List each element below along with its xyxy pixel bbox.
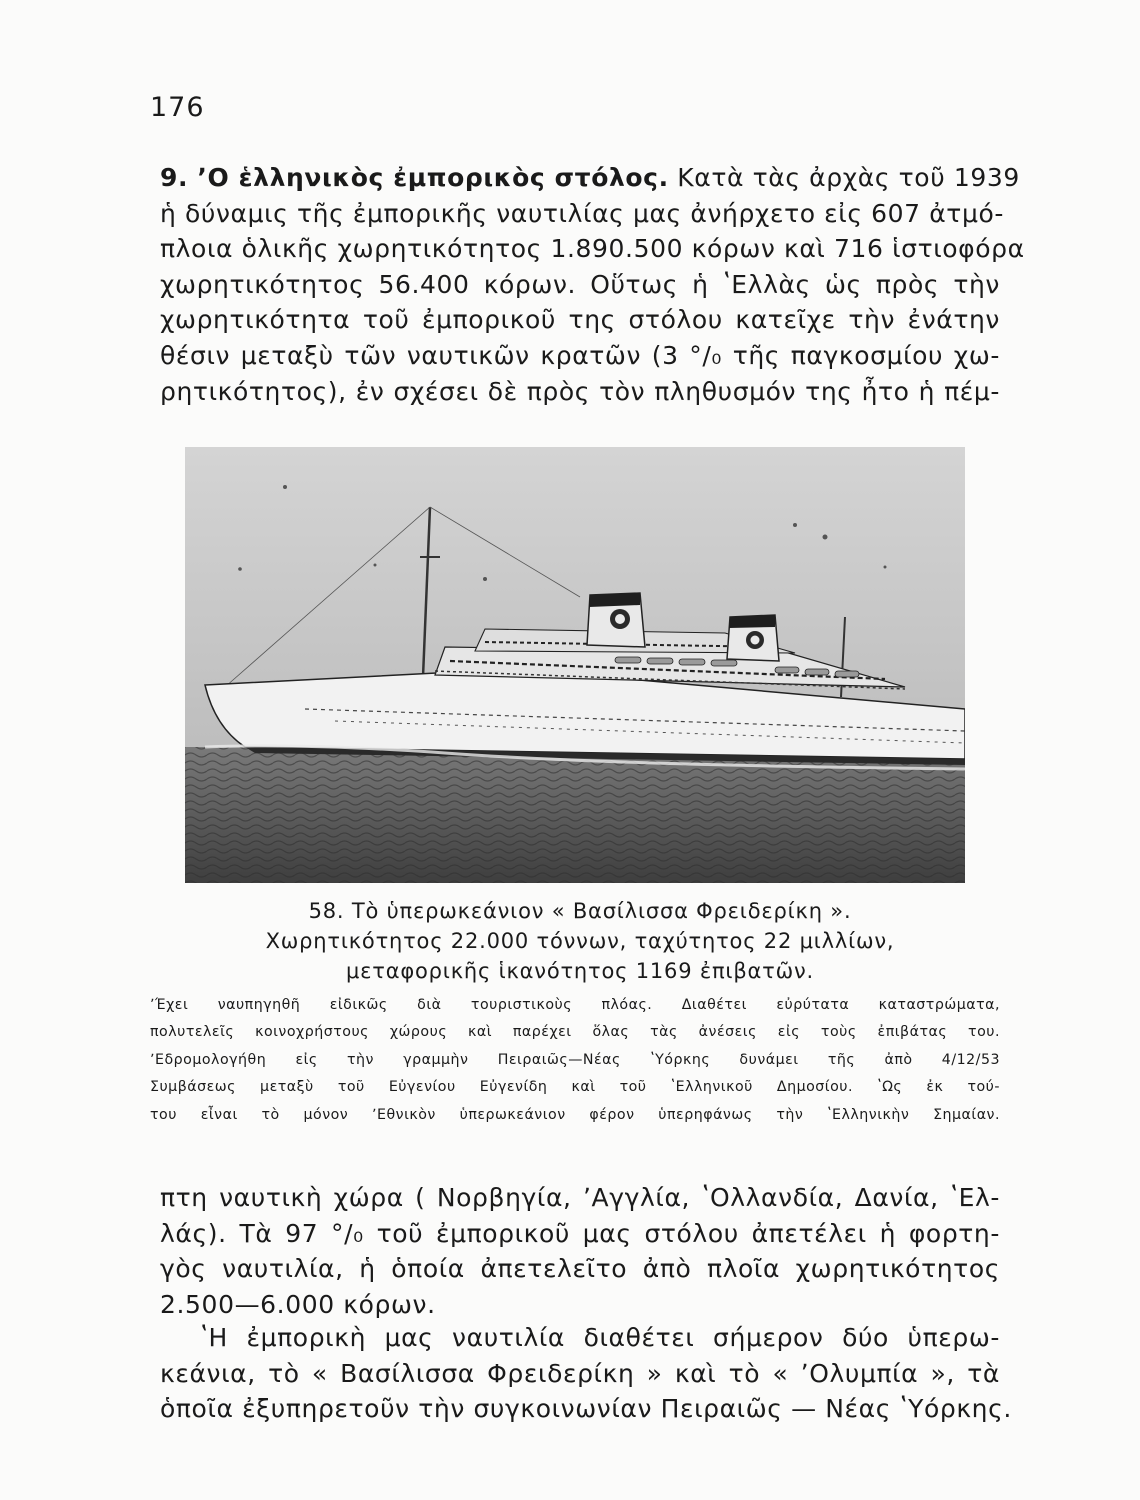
closing-paragraph — [160, 1320, 1012, 1427]
paragraph-line: πλοια ὁλικῆς χωρητικότητος 1.890.500 κόρων καὶ 716 ἱστιοφόρα — [160, 234, 1025, 264]
section-paragraph — [160, 160, 1025, 409]
paragraph-line: γὸς ναυτιλία, ἡ ὁποία ἀπετελεῖτο ἀπὸ πλοῖα χωρητικότητος — [160, 1254, 1000, 1284]
paragraph-line: ὁποῖα ἐξυπηρετοῦν τὴν συγκοινωνίαν Πειραιῶς — Νέας ʽΥόρκης. — [160, 1394, 1012, 1424]
paragraph-line: ρητικότητος), ἐν σχέσει δὲ πρὸς τὸν πληθυσμόν της ἦτο ἡ πέμ- — [160, 376, 1000, 406]
note-line: του εἶναι τὸ μόνον ʼΕθνικὸν ὑπερωκεάνιον φέρον ὑπερηφάνως τὴν ʽΕλληνικὴν Σημαίαν. — [150, 1106, 1000, 1123]
paragraph-line: ἡ δύναμις τῆς ἐμπορικῆς ναυτιλίας μας ἀνήρχετο εἰς 607 ἀτμό- — [160, 198, 1004, 228]
photo-note — [150, 992, 1000, 1129]
caption-line: Χωρητικότητος 22.000 τόννων, ταχύτητος 22 μιλλίων, — [265, 929, 895, 953]
section-heading: 9. ʼΟ ἑλληνικὸς ἐμπορικὸς στόλος. — [160, 163, 669, 192]
paragraph-line: θέσιν μεταξὺ τῶν ναυτικῶν κρατῶν (3 °/₀ τῆς παγκοσμίου χω- — [160, 340, 1000, 370]
paragraph-line: χωρητικότητος 56.400 κόρων. Οὕτως ἡ ʽΕλλὰς ὡς πρὸς τὴν — [160, 269, 1000, 299]
paragraph-line: κεάνια, τὸ « Βασίλισσα Φρειδερίκη » καὶ τὸ « ʼΟλυμπία », τὰ — [160, 1358, 1000, 1388]
paragraph-line: 2.500—6.000 κόρων. — [160, 1289, 436, 1319]
paragraph-line: χωρητικότητα τοῦ ἐμπορικοῦ της στόλου κατεῖχε τὴν ἐνάτην — [160, 305, 1000, 335]
paragraph-line: λάς). Τὰ 97 °/₀ τοῦ ἐμπορικοῦ μας στόλου ἀπετέλει ἡ φορτη- — [160, 1218, 1000, 1248]
continuation-paragraph — [160, 1180, 1000, 1322]
page-number: 176 — [150, 92, 205, 123]
note-line: ʼΕδρομολογήθη εἰς τὴν γραμμὴν Πειραιῶς—Νέας ʽΥόρκης δυνάμει τῆς ἀπὸ 4/12/53 — [150, 1051, 1000, 1068]
note-line: Συμβάσεως μεταξὺ τοῦ Εὐγενίου Εὐγενίδη καὶ τοῦ ʽΕλληνικοῦ Δημοσίου. ʽΩς ἐκ τού- — [150, 1079, 1000, 1096]
paragraph-line: 9. ʼΟ ἑλληνικὸς ἐμπορικὸς στόλος. Κατὰ τὰς ἀρχὰς τοῦ 1939 — [160, 163, 1020, 192]
paragraph-line: πτη ναυτικὴ χώρα ( Νορβηγία, ʼΑγγλία, ʽΟλλανδία, Δανία, ʽΕλ- — [160, 1183, 1000, 1212]
note-line: ʼΈχει ναυπηγηθῆ εἰδικῶς διὰ τουριστικοὺς πλόας. Διαθέτει εὐρύτατα καταστρώματα, — [150, 997, 1000, 1013]
ship-illustration — [185, 447, 965, 883]
paragraph-line: ʽΗ ἐμπορικὴ μας ναυτιλία διαθέτει σήμερον δύο ὑπερω- — [200, 1323, 1000, 1352]
photo-caption — [160, 896, 1000, 986]
caption-line: 58. Τὸ ὑπερωκεάνιον « Βασίλισσα Φρειδερίκη ». — [308, 899, 852, 923]
caption-line: μεταφορικῆς ἱκανότητος 1169 ἐπιβατῶν. — [345, 959, 815, 983]
note-line: πολυτελεῖς κοινοχρήστους χώρους καὶ παρέχει ὅλας τὰς ἀνέσεις εἰς τοὺς ἐπιβάτας του. — [150, 1024, 1000, 1041]
ocean-liner-photo — [185, 447, 965, 883]
